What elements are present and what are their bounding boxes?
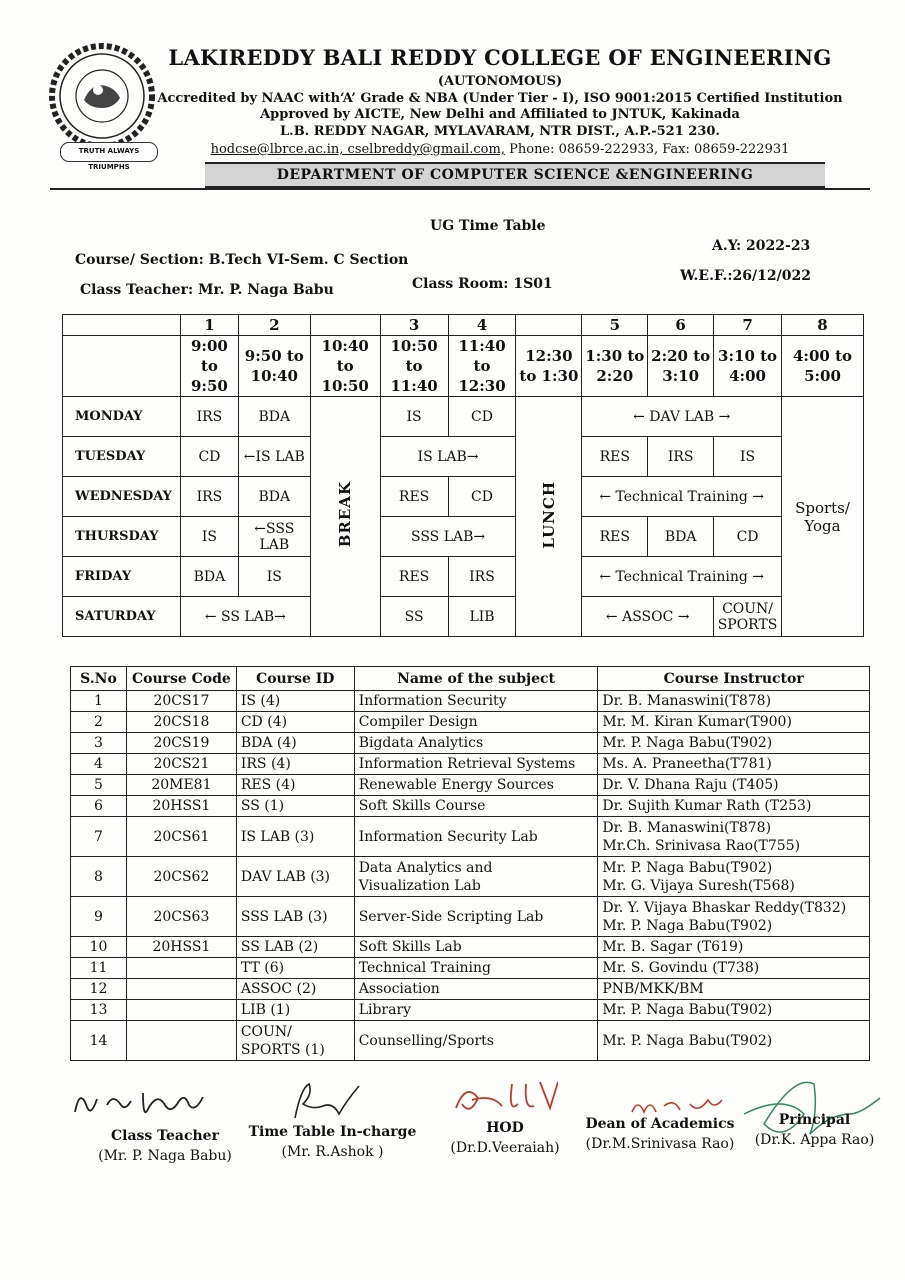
period-number: 6 — [648, 315, 714, 336]
autonomous-label: (AUTONOMOUS) — [437, 74, 563, 89]
period-number — [310, 315, 380, 336]
course-row — [71, 897, 870, 937]
time-slot: 1:30 to 2:20 — [582, 336, 648, 397]
course-sno: 10 — [71, 937, 127, 958]
day-row-friday — [63, 557, 864, 597]
course-row — [71, 712, 870, 733]
course-sno: 14 — [71, 1021, 127, 1061]
course-id: CD (4) — [236, 712, 354, 733]
period-number: 2 — [238, 315, 310, 336]
course-row — [71, 754, 870, 775]
day-row-wednesday — [63, 477, 864, 517]
address-text: L.B. REDDY NAGAR, MYLAVARAM, NTR DIST., A.P.-521 230. — [280, 124, 720, 139]
course-instructor: Dr. Sujith Kumar Rath (T253) — [598, 796, 870, 817]
course-code — [126, 958, 236, 979]
col-header: Course Instructor — [598, 667, 870, 691]
course-name: Information Security Lab — [354, 817, 598, 857]
tt-cell: SSS LAB→ — [380, 517, 516, 557]
time-row — [63, 336, 864, 397]
period-number: 1 — [180, 315, 238, 336]
day-label: FRIDAY — [63, 557, 181, 597]
tt-cell: ←IS LAB — [238, 437, 310, 477]
time-slot: 4:00 to 5:00 — [782, 336, 864, 397]
period-row — [63, 315, 864, 336]
tt-cell: CD — [448, 397, 516, 437]
day-label: MONDAY — [63, 397, 181, 437]
course-row — [71, 1021, 870, 1061]
signatory-role: Class Teacher — [111, 1128, 219, 1144]
course-id: LIB (1) — [236, 1000, 354, 1021]
course-code: 20HSS1 — [126, 937, 236, 958]
course-name: Information Retrieval Systems — [354, 754, 598, 775]
course-id: SS LAB (2) — [236, 937, 354, 958]
course-id: BDA (4) — [236, 733, 354, 754]
course-sno: 3 — [71, 733, 127, 754]
course-row — [71, 733, 870, 754]
department-banner: DEPARTMENT OF COMPUTER SCIENCE &ENGINEERING — [205, 162, 825, 188]
course-code: 20ME81 — [126, 775, 236, 796]
course-sno: 4 — [71, 754, 127, 775]
break-label: BREAK — [336, 481, 355, 548]
logo-ribbon: TRUTH ALWAYS TRIUMPHS — [60, 142, 158, 162]
course-sno: 9 — [71, 897, 127, 937]
course-instructor: Ms. A. Praneetha(T781) — [598, 754, 870, 775]
phone-fax: Phone: 08659-222933, Fax: 08659-222931 — [504, 142, 790, 157]
course-code: 20CS62 — [126, 857, 236, 897]
course-row — [71, 979, 870, 1000]
course-row — [71, 857, 870, 897]
tt-cell: BDA — [238, 397, 310, 437]
tt-cell: BDA — [648, 517, 714, 557]
time-slot: 3:10 to 4:00 — [714, 336, 782, 397]
tt-cell: ← Technical Training → — [582, 557, 782, 597]
signatory-name: (Mr. P. Naga Babu) — [98, 1148, 232, 1164]
course-sno: 5 — [71, 775, 127, 796]
period-number: 4 — [448, 315, 516, 336]
academic-year: A.Y: 2022-23 — [712, 238, 811, 254]
course-code: 20HSS1 — [126, 796, 236, 817]
tt-cell: IRS — [448, 557, 516, 597]
college-name: LAKIREDDY BALI REDDY COLLEGE OF ENGINEERING — [168, 45, 832, 70]
class-room: Class Room: 1S01 — [412, 276, 553, 292]
signature-principal — [752, 1110, 877, 1150]
course-code — [126, 1000, 236, 1021]
course-name: Server-Side Scripting Lab — [354, 897, 598, 937]
header-rule — [50, 188, 870, 190]
tt-cell: ← ASSOC → — [582, 597, 714, 637]
course-instructor: Mr. P. Naga Babu(T902) — [598, 1021, 870, 1061]
col-header: Course ID — [236, 667, 354, 691]
course-row — [71, 796, 870, 817]
period-number: 5 — [582, 315, 648, 336]
course-row — [71, 937, 870, 958]
signature-class-teacher — [90, 1126, 240, 1166]
tt-cell: IS — [238, 557, 310, 597]
course-row — [71, 817, 870, 857]
course-sno: 8 — [71, 857, 127, 897]
course-name: Soft Skills Lab — [354, 937, 598, 958]
day-label: TUESDAY — [63, 437, 181, 477]
time-slot: 10:50 to 11:40 — [380, 336, 448, 397]
course-code: 20CS19 — [126, 733, 236, 754]
course-instructor: Mr. P. Naga Babu(T902) — [598, 1000, 870, 1021]
email-link[interactable]: hodcse@lbrce.ac.in, cselbreddy@gmail.com, — [210, 142, 505, 157]
course-id: RES (4) — [236, 775, 354, 796]
course-instructor: Mr. P. Naga Babu(T902) Mr. G. Vijaya Suresh(T568) — [598, 857, 870, 897]
tt-cell: ← SS LAB→ — [180, 597, 310, 637]
course-id: TT (6) — [236, 958, 354, 979]
course-instructor: Dr. B. Manaswini(T878) — [598, 691, 870, 712]
course-code: 20CS61 — [126, 817, 236, 857]
class-teacher: Class Teacher: Mr. P. Naga Babu — [80, 282, 334, 298]
sports-cell: Sports/ Yoga — [782, 397, 864, 637]
signature-dean — [580, 1114, 740, 1154]
lunch-label: LUNCH — [539, 480, 558, 549]
signatory-name: (Dr.M.Srinivasa Rao) — [585, 1136, 735, 1152]
tt-cell: RES — [582, 437, 648, 477]
day-row-tuesday — [63, 437, 864, 477]
course-header-row — [71, 667, 870, 691]
tt-cell: ← DAV LAB → — [582, 397, 782, 437]
course-row — [71, 958, 870, 979]
course-sno: 13 — [71, 1000, 127, 1021]
tt-cell: CD — [180, 437, 238, 477]
approval-text: Approved by AICTE, New Delhi and Affiliated to JNTUK, Kakinada — [260, 107, 740, 122]
period-number — [516, 315, 582, 336]
time-slot: 11:40 to 12:30 — [448, 336, 516, 397]
time-slot: 9:50 to 10:40 — [238, 336, 310, 397]
tt-cell: IS — [714, 437, 782, 477]
course-id: ASSOC (2) — [236, 979, 354, 1000]
course-code: 20CS17 — [126, 691, 236, 712]
course-section: Course/ Section: B.Tech VI-Sem. C Section — [75, 252, 409, 268]
lunch-cell — [516, 397, 582, 637]
tt-cell: IRS — [180, 477, 238, 517]
tt-cell: IRS — [180, 397, 238, 437]
timetable-incharge-signature — [285, 1080, 365, 1124]
col-header: S.No — [71, 667, 127, 691]
tt-cell: BDA — [180, 557, 238, 597]
day-row-thursday — [63, 517, 864, 557]
tt-cell: IS LAB→ — [380, 437, 516, 477]
course-row — [71, 775, 870, 796]
course-instructor: Dr. B. Manaswini(T878) Mr.Ch. Srinivasa Rao(T755) — [598, 817, 870, 857]
college-logo — [48, 42, 156, 150]
course-id: SS (1) — [236, 796, 354, 817]
course-instructor: Dr. Y. Vijaya Bhaskar Reddy(T832) Mr. P. Naga Babu(T902) — [598, 897, 870, 937]
course-code: 20CS21 — [126, 754, 236, 775]
course-code: 20CS63 — [126, 897, 236, 937]
signatory-name: (Mr. R.Ashok ) — [281, 1144, 384, 1160]
tt-cell: COUN/ SPORTS — [714, 597, 782, 637]
course-instructor: Mr. P. Naga Babu(T902) — [598, 733, 870, 754]
accreditation-text: Accredited by NAAC with‘A’ Grade & NBA (Under Tier - I), ISO 9001:2015 Certified Institution — [157, 91, 843, 106]
course-row — [71, 1000, 870, 1021]
course-name: Compiler Design — [354, 712, 598, 733]
tt-cell: IS — [380, 397, 448, 437]
timetable — [62, 314, 864, 637]
course-id: IRS (4) — [236, 754, 354, 775]
tt-cell: LIB — [448, 597, 516, 637]
period-number: 3 — [380, 315, 448, 336]
tt-cell: SS — [380, 597, 448, 637]
course-table — [70, 666, 870, 1061]
wef-date: W.E.F.:26/12/022 — [680, 268, 811, 284]
course-instructor: Mr. M. Kiran Kumar(T900) — [598, 712, 870, 733]
course-code — [126, 979, 236, 1000]
signatory-role: Dean of Academics — [585, 1116, 735, 1132]
course-instructor: PNB/MKK/BM — [598, 979, 870, 1000]
tt-cell: IS — [180, 517, 238, 557]
course-id: DAV LAB (3) — [236, 857, 354, 897]
tt-cell: CD — [714, 517, 782, 557]
tt-cell: RES — [380, 477, 448, 517]
course-instructor: Mr. B. Sagar (T619) — [598, 937, 870, 958]
course-sno: 2 — [71, 712, 127, 733]
time-slot: 10:40 to 10:50 — [310, 336, 380, 397]
tt-cell: ← Technical Training → — [582, 477, 782, 517]
course-id: COUN/ SPORTS (1) — [236, 1021, 354, 1061]
course-row — [71, 691, 870, 712]
contact-line — [150, 142, 850, 157]
course-name: Association — [354, 979, 598, 1000]
signatory-role: Time Table In-charge — [248, 1124, 417, 1140]
col-header: Course Code — [126, 667, 236, 691]
course-sno: 7 — [71, 817, 127, 857]
page-title: UG Time Table — [430, 218, 546, 234]
course-code: 20CS18 — [126, 712, 236, 733]
period-number: 7 — [714, 315, 782, 336]
signatory-name: (Dr.D.Veeraiah) — [450, 1140, 560, 1156]
signatory-role: Principal — [778, 1112, 851, 1128]
course-name: Counselling/Sports — [354, 1021, 598, 1061]
course-name: Information Security — [354, 691, 598, 712]
class-teacher-signature — [70, 1082, 260, 1122]
tt-cell: IRS — [648, 437, 714, 477]
day-row-saturday — [63, 597, 864, 637]
tt-cell: CD — [448, 477, 516, 517]
course-sno: 1 — [71, 691, 127, 712]
course-id: IS (4) — [236, 691, 354, 712]
signature-hod — [440, 1118, 570, 1158]
tt-cell: RES — [582, 517, 648, 557]
tt-cell: RES — [380, 557, 448, 597]
signatory-name: (Dr.K. Appa Rao) — [754, 1132, 875, 1148]
course-name: Library — [354, 1000, 598, 1021]
course-name: Renewable Energy Sources — [354, 775, 598, 796]
period-number: 8 — [782, 315, 864, 336]
tt-cell: BDA — [238, 477, 310, 517]
time-slot: 2:20 to 3:10 — [648, 336, 714, 397]
course-id: IS LAB (3) — [236, 817, 354, 857]
course-name: Technical Training — [354, 958, 598, 979]
course-name: Soft Skills Course — [354, 796, 598, 817]
course-code — [126, 1021, 236, 1061]
tt-cell: ←SSS LAB — [238, 517, 310, 557]
course-name: Bigdata Analytics — [354, 733, 598, 754]
break-cell — [310, 397, 380, 637]
course-instructor: Dr. V. Dhana Raju (T405) — [598, 775, 870, 796]
time-slot: 12:30 to 1:30 — [516, 336, 582, 397]
course-sno: 6 — [71, 796, 127, 817]
day-label: WEDNESDAY — [63, 477, 181, 517]
time-slot: 9:00 to 9:50 — [180, 336, 238, 397]
day-label: THURSDAY — [63, 517, 181, 557]
course-sno: 12 — [71, 979, 127, 1000]
course-instructor: Mr. S. Govindu (T738) — [598, 958, 870, 979]
signatory-role: HOD — [486, 1120, 524, 1136]
course-id: SSS LAB (3) — [236, 897, 354, 937]
signature-timetable-incharge — [245, 1122, 420, 1162]
col-header: Name of the subject — [354, 667, 598, 691]
day-label: SATURDAY — [63, 597, 181, 637]
course-name: Data Analytics and Visualization Lab — [354, 857, 598, 897]
course-sno: 11 — [71, 958, 127, 979]
day-row-monday — [63, 397, 864, 437]
